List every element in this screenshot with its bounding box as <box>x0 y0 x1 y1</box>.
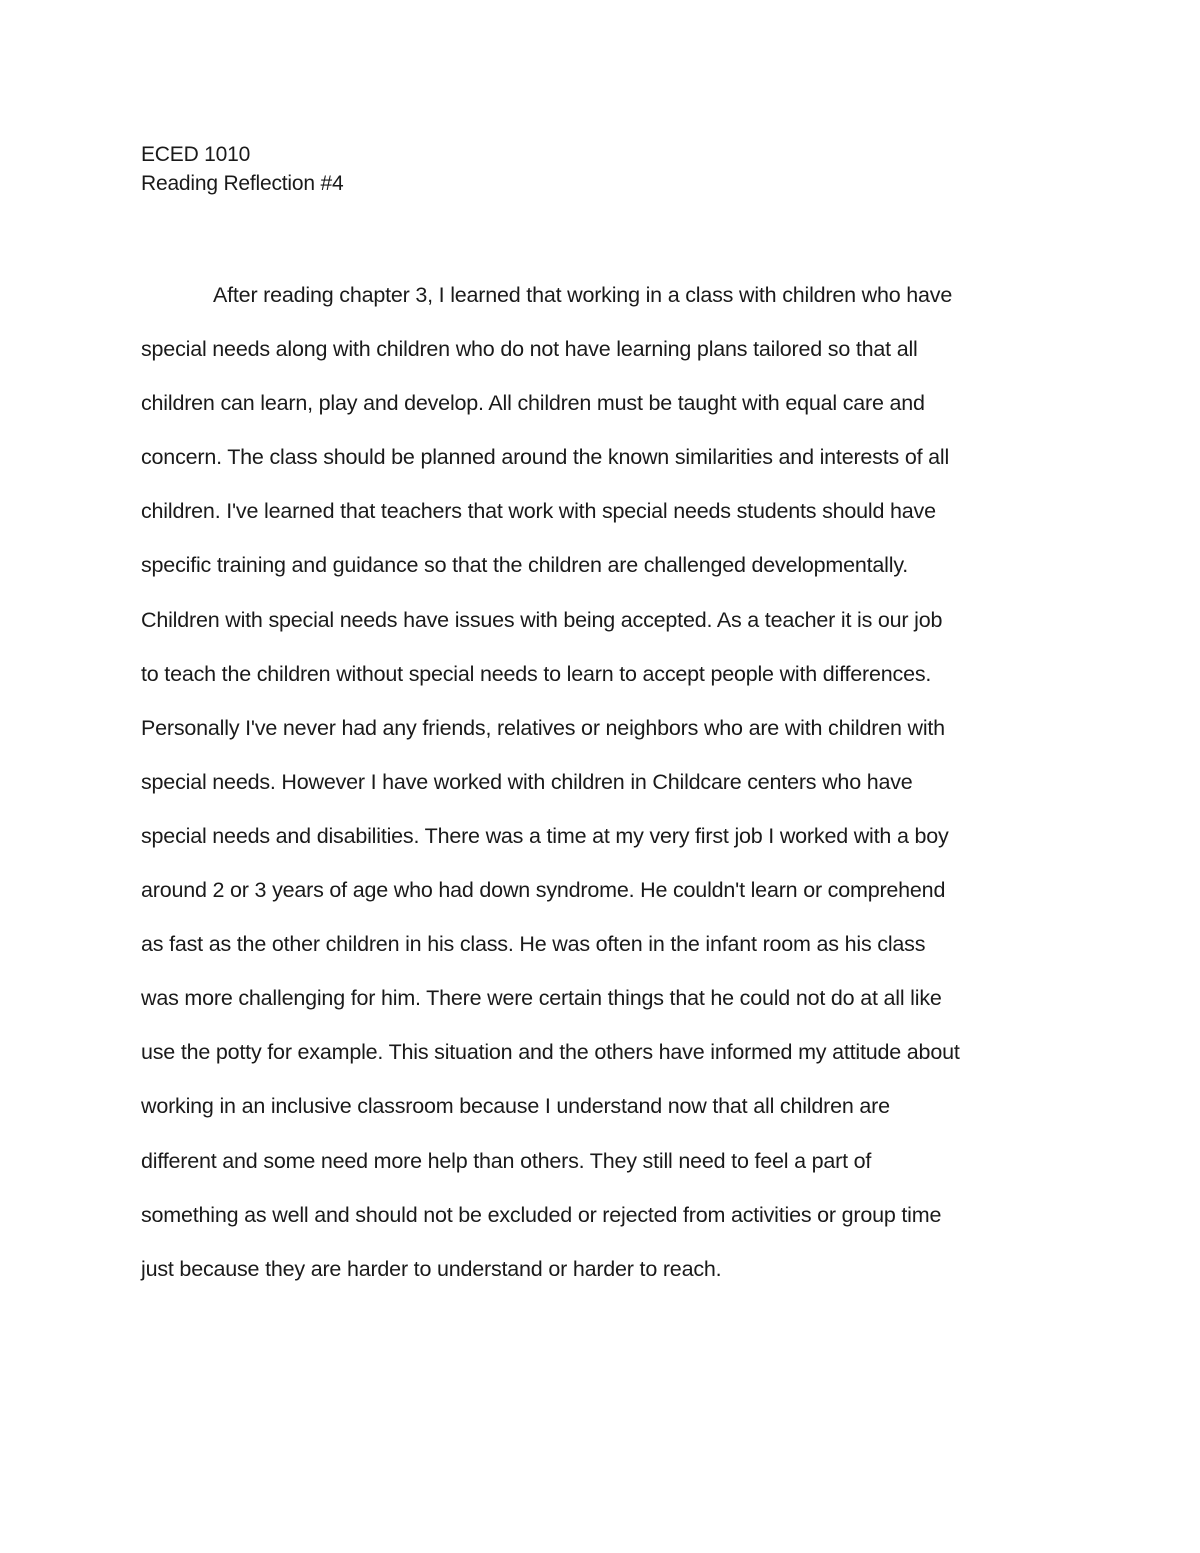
paragraph-line: children. I've learned that teachers that work with special needs students should have <box>141 499 936 524</box>
document-header <box>141 140 343 198</box>
paragraph-line: children can learn, play and develop. All children must be taught with equal care and <box>141 391 925 416</box>
paragraph-line: concern. The class should be planned around the known similarities and interests of all <box>141 445 950 470</box>
paragraph-line: around 2 or 3 years of age who had down syndrome. He couldn't learn or comprehend <box>141 878 946 903</box>
paragraph-line: specific training and guidance so that the children are challenged developmentally. <box>141 553 909 578</box>
paragraph-line: different and some need more help than others. They still need to feel a part of <box>141 1148 872 1173</box>
paragraph-line: to teach the children without special needs to learn to accept people with differences. <box>141 661 932 686</box>
paragraph-line: special needs along with children who do not have learning plans tailored so that all <box>141 337 918 362</box>
paragraph-line: special needs. However I have worked with children in Childcare centers who have <box>141 769 913 794</box>
paragraph-line: Children with special needs have issues with being accepted. As a teacher it is our job <box>141 607 943 632</box>
paragraph-line: After reading chapter 3, I learned that working in a class with children who have <box>213 283 953 307</box>
assignment-title: Reading Reflection #4 <box>141 172 344 195</box>
paragraph-line: just because they are harder to understand or harder to reach. <box>141 1256 722 1281</box>
course-code: ECED 1010 <box>141 143 251 166</box>
paragraph-line: Personally I've never had any friends, relatives or neighbors who are with children with <box>141 715 945 740</box>
paragraph-line: use the potty for example. This situation and the others have informed my attitude about <box>141 1040 960 1065</box>
paragraph-line: was more challenging for him. There were certain things that he could not do at all like <box>141 986 942 1011</box>
paragraph-line: as fast as the other children in his class. He was often in the infant room as his class <box>141 932 926 957</box>
paragraph-line: working in an inclusive classroom because I understand now that all children are <box>141 1094 890 1119</box>
paragraph-line: something as well and should not be excluded or rejected from activities or group time <box>141 1202 942 1227</box>
paragraph-line: special needs and disabilities. There was a time at my very first job I worked with a boy <box>141 823 949 848</box>
reflection-paragraph <box>141 280 1071 1308</box>
